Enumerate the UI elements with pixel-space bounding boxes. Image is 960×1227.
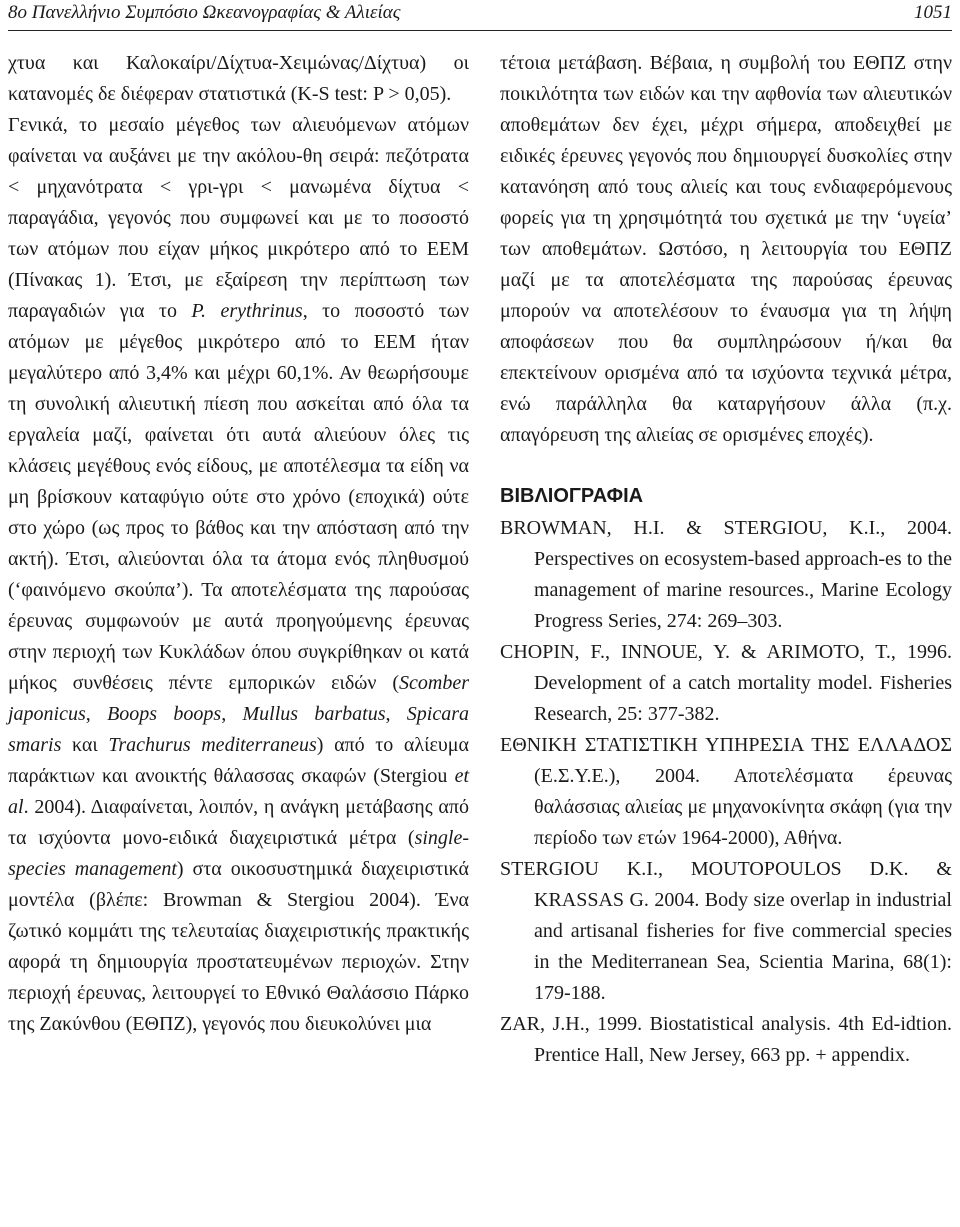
text-run: ) από το αλίευμα παράκτιων και ανοικτής θάλασσας σκαφών (Stergiou bbox=[8, 734, 469, 787]
reference-entry: ZAR, J.H., 1999. Biostatistical analysis. 4th Ed-idtion. Prentice Hall, New Jersey, 663 pp. + appendix. bbox=[500, 1013, 952, 1066]
term: single-species management bbox=[8, 827, 469, 880]
species-name: Boops boops bbox=[107, 703, 222, 725]
reference-entry: CHOPIN, F., INNOUE, Y. & ARIMOTO, T., 1996. Development of a catch mortality model. Fisheries Research, 25: 377-382. bbox=[500, 641, 952, 725]
reference-entry: BROWMAN, H.I. & STERGIOU, K.I., 2004. Perspectives on ecosystem-based approach-es to the management of marine resources., Marine Ecology Progress Series, 274: 269–303. bbox=[500, 517, 952, 632]
et-al: et al bbox=[8, 765, 469, 818]
paragraph bbox=[8, 110, 469, 1040]
species-name: Trachurus mediterraneus bbox=[108, 734, 317, 756]
text-run: , bbox=[221, 703, 243, 725]
reference-entry: STERGIOU K.I., MOUTOPOULOS D.K. & KRASSAS G. 2004. Body size overlap in industrial and artisanal fisheries for five commercial species in the Mediterranean Sea, Scientia Marina, 68(1): 179-188. bbox=[500, 858, 952, 1004]
species-name: Spicara smaris bbox=[8, 703, 470, 756]
text-run: , bbox=[85, 703, 108, 725]
species-name: Scomber japonicus bbox=[8, 672, 469, 725]
species-name: P. erythrinus bbox=[191, 300, 303, 322]
text-run: , το ποσοστό των ατόμων με μέγεθος μικρότερο από το ΕΕΜ ήταν μεγαλύτερο από 3,4% και μέχρι 60,1%. Αν θεωρήσουμε τη συνολική αλιευτική πίεση που ασκείται από όλα τα εργαλεία μαζί, φαίνεται ότι αυτά αλιεύουν όλες τις κλάσεις μεγέθους ενός είδους, με αποτέλεσμα τα είδη να μη βρίσκουν καταφύγιο ούτε στο χρόνο (εποχικά) ούτε στο χώρο (ως προς το βάθος και την απόσταση από την ακτή). Έτσι, αλιεύονται όλα τα άτομα ενός πληθυσμού (‘φαινόμενο σκούπα’). Τα αποτελέσματα της παρούσας έρευνας συμφωνούν με αυτά προηγούμενης έρευνας στην περιοχή των Κυκλάδων όπου συγκρίθηκαν οι κατά μήκος συνθέσεις πέντε εμπορικών ειδών ( bbox=[8, 300, 469, 694]
text-run: ) στα οικοσυστημικά διαχειριστικά μοντέλα (βλέπε: Browman & Stergiou 2004). Ένα ζωτικό κομμάτι της τελευταίας διαχειριστικής πρακτικής αφορά τη δημιουργία προστατευμένων περιοχών. Στην περιοχή έρευνας, λειτουργεί το Εθνικό Θαλάσσιο Πάρκο της Ζακύνθου (ΕΘΠΖ), γεγονός που διευκολύνει μια bbox=[8, 858, 469, 1035]
text-run: . 2004). Διαφαίνεται, λοιπόν, η ανάγκη μετάβασης από τα ισχύοντα μονο-ειδικά διαχειριστικά μέτρα ( bbox=[8, 796, 469, 849]
text-run: , bbox=[385, 703, 407, 725]
bibliography-heading: ΒΙΒΛΙΟΓΡΑΦΙΑ bbox=[500, 485, 644, 507]
reference-entry: ΕΘΝΙΚΗ ΣΤΑΤΙΣΤΙΚΗ ΥΠΗΡΕΣΙΑ ΤΗΣ ΕΛΛΑΔΟΣ (Ε.Σ.Υ.Ε.), 2004. Αποτελέσματα έρευνας θαλάσσιας αλιείας με μηχανοκίνητα σκάφη (για την περίοδο των ετών 1964-2000), Αθήνα. bbox=[500, 734, 952, 849]
text-run: Γενικά, το μεσαίο μέγεθος των αλιευόμενων ατόμων φαίνεται να αυξάνει με την ακόλου-θη σειρά: πεζότρατα < μηχανότρατα < γρι-γρι < μανωμένα δίχτυα < παραγάδια, γεγονός που συμφωνεί και με το ποσοστό των ατόμων που είχαν μήκος μικρότερο από το ΕΕΜ (Πίνακας 1). Έτσι, με εξαίρεση την περίπτωση των παραγαδιών για το bbox=[8, 114, 469, 322]
left-column bbox=[8, 48, 469, 1040]
right-column bbox=[500, 48, 952, 1071]
page-number: 1051 bbox=[914, 2, 952, 23]
running-header bbox=[8, 0, 952, 31]
paragraph: τέτοια μετάβαση. Βέβαια, η συμβολή του ΕΘΠΖ στην ποικιλότητα των ειδών και την αφθονία των αλιευτικών αποθεμάτων δεν έχει, μέχρι σήμερα, αποδειχθεί με ειδικές έρευνες γεγονός που δημιουργεί δυσκολίες στην κατανόηση από τους αλιείς και τους ενδιαφερόμενους φορείς για τη χρησιμότητά του σχετικά με την ‘υγεία’ των αποθεμάτων. Ωστόσο, η λειτουργία του ΕΘΠΖ μαζί με τα αποτελέσματα της παρούσας έρευνας μπορούν να αποτελέσουν το έναυσμα για τη λήψη αποφάσεων που θα συμπληρώσουν ή/και θα επεκτείνουν ορισμένα από τα ισχύοντα τεχνικά μέτρα, ενώ παράλληλα θα καταργήσουν άλλα (π.χ. απαγόρευση της αλιείας σε ορισμένες εποχές). bbox=[500, 52, 952, 446]
paragraph: χτυα και Καλοκαίρι/Δίχτυα-Χειμώνας/Δίχτυα) οι κατανομές δε διέφεραν στατιστικά (K-S test: P > 0,05). bbox=[8, 52, 469, 105]
conference-title: 8ο Πανελλήνιο Συμπόσιο Ωκεανογραφίας & Αλιείας bbox=[8, 2, 401, 23]
species-name: Mullus barbatus bbox=[242, 703, 386, 725]
text-run: και bbox=[61, 734, 109, 756]
